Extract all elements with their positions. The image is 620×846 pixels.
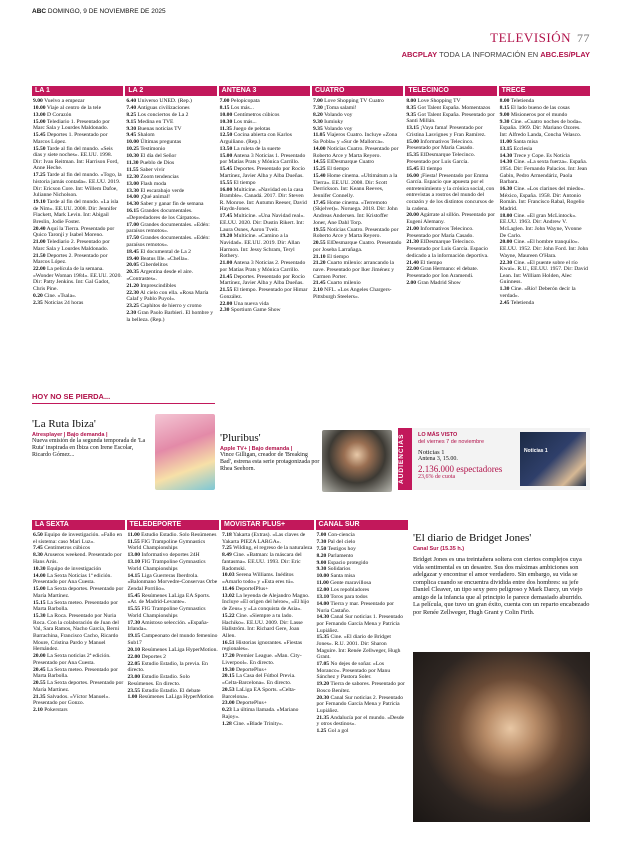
schedule-item: 15.30 La Roca. Presentado por Nuria Roca. Con la colaboración de Juan del Val, Sara Ramos, Nacho García, Berni Barrachina, Francisco Cacho, Ricardo Moure, Cristina Pardo y Manuel Hernández. [33,613,120,653]
schedule-item: 10.03 Serena Williams. Inéditos «Amarlo todo» y «Esta eres tú». [222,572,295,586]
schedule-list [499,98,590,306]
schedule-item: 7.00 Con-ciencia [316,532,355,538]
feature-box [413,532,590,616]
schedule-item: 11.00 Santa misa [499,138,538,145]
schedule-item: 1.00 Resúmenes LaLiga HyperMotion [127,694,214,701]
schedule-item: 23.25 Caphitos de hierro y cromo [126,303,202,310]
schedule-item: 2.45 Teletienda [499,299,534,306]
schedule-item: 15.40 Home cinema. «Ultimátum a la Tierra». EE.UU. 2008. Dir: Scott Derrickson. Int: Keanu Reeves, Jennifer Connelly. [312,173,398,199]
schedule-item: 7.45 Centímetros cúbicos [33,545,91,552]
schedule-item: 11.46 DeporteIPlus+ [222,585,269,592]
highlight-2 [220,432,320,473]
schedule-item: 21.45 Cuarto milenio [312,280,361,287]
schedule-item: 9.00 Vuelvo a empezar [33,98,85,104]
schedule-item: 21.50 Deportes 2. Presentado por Marcos López. [33,252,108,266]
schedule-item: 10.00 Santa misa [316,573,355,580]
most-watched-label: LO MÁS VISTO [418,432,458,438]
schedule-item: 15.25 El tiempo [312,166,349,173]
schedule-item: 22.00 Una nueva vida [219,300,269,307]
schedule-item: 15.45 Resúmenes LaLiga EA Sports. «At. de Madrid-Levante». [127,592,211,606]
highlight-1-title: 'La Ruta Ibiza' [32,418,96,430]
schedule-item: 1.28 Cine. «Blade Trinity». [222,720,284,727]
schedule-item: 13.00 Flash moda [126,180,167,187]
schedule-item: 19.15 Campeonato del mundo femenino Sub17 [127,633,218,646]
highlights-label: HOY NO SE PIERDA... [32,392,215,404]
schedule-item: 10.25 Testimonio [126,146,166,153]
schedule-item: 16.00 ¡Fiesta! Presentado por Emma García. Espacio que apuesta por el entretenimiento y la crónica social, con entrevistas a rostros del mundo del corazón y de los distintos concursos de la cadena. [406,172,495,212]
schedule-item: 15.35 ElDesmarque Telecinco. Presentado por Luis García. [406,152,476,165]
audiences-box [398,428,590,490]
schedule-item: 15.55 FIG Trampoline Gymnastics World Championships [127,606,206,619]
channel-column [499,86,590,386]
schedule-item: 14.00 La Sexta Noticias 1ª edición. Presentado por Ana Cuesta. [33,572,112,586]
schedule-item: 22.30 Cine. «El puente sobre el río Kwai». R.U., EE.UU. 1957. Dir: David Lean. Int: William Holden, Alec Guinness. [499,259,588,286]
schedule-item: 15.45 Deportes 1. Presentado por Marcos López. [33,132,108,145]
schedule-item: 17.20 Premier League. «Man. City-Liverpool». En directo. [222,653,302,666]
schedule-item: 15.00 Telediario 1. Presentado por Marc Sala y Lourdes Maldonado. [33,118,110,132]
schedule-item: 20.05 Ciberdelitos [126,262,168,269]
schedule-list [127,532,220,701]
abcplay-logo: ABCPLAY [401,50,438,59]
schedule-list [221,532,314,727]
feature-desc: Bridget Jones es una treintañera soltera con ciertos complejos cuya vida sentimental es un desastre. Sus dos máximas ambiciones son adelgazar y encontrar el amor verdadero. Sin embargo, su vida se complica cuando se encuentra dividida entre dos hombres: su jefe Daniel Cleaver, un tipo sexy pero peligroso y Mark Darcy, un viejo amigo de la infancia que al principio le parece demasiado aburrido. La película, que tuvo un gran éxito, cuenta con un reparto encabezado por Renée Zellweger, Hugh Grant y Colin Firth. [413,556,590,616]
schedule-item: 20.35 Argentina desde el aire. «Contrastes». [126,269,194,282]
schedule-item: 16.51 Historias ignorantes. «Fiestas regionales». [222,639,303,653]
most-watched-channel: Antena 3, 15.00. [418,456,458,462]
schedule-item: 21.45 Deportes. Presentado por Rocío Martínez, Javier Alba y Alba Dueñas. [219,273,305,287]
share-value: 23,6% de cuota [418,474,456,480]
schedule-item: 20.53 LaLiga EA Sports. «Celta-Barcelona». [222,686,296,700]
schedule-item: 6.40 Universo UNED. (Rep.) [126,98,192,104]
page-number: 77 [577,31,590,45]
schedule-item: 9.00 Espacio protegido [316,559,369,566]
highlight-2-title: 'Pluribus' [220,432,261,444]
schedule-item: 9.30 Solidarios [316,566,351,573]
schedule-list [32,98,123,306]
schedule-item: 18.00 Cine. «El gran McLintock». EE.UU. 1963. Dir: Andrew V. McLaglen. Int: John Wayne, Yvonne De Carlo. [499,212,582,239]
schedule-item: 15.35 Cine. «El diario de Bridget Jones». R.U. 2001. Dir: Sharon Maguire. Int: Renée Zellweger, Hugh Grant. [316,634,401,661]
channel-header: MOVISTAR PLUS+ [221,520,314,530]
schedule-item: 8.20 Volando voy [312,111,353,118]
channel-header: TELEDEPORTE [127,520,220,530]
most-watched-date: del viernes 7 de noviembre [418,438,485,445]
feature-source: Canal Sur (15.35 h.) [413,546,465,552]
schedule-list [312,98,403,301]
schedule-item: 13.02 La leyenda de Alejandro Magno. Incluye «El origen del héroe», «El hijo de Zeus» y «La conquista de Asia». [222,592,310,613]
bridget-jones-photo [413,652,590,822]
channel-header: ANTENA 3 [219,86,310,96]
schedule-item: 13.15 ¡Vaya fama! Presentado por Cristina Lasvignes y Fran Ramírez. [406,125,486,138]
schedule-item: 17.45 Home cinema. «Terremoto (Skjelvet)». Noruega. 2018. Dir: John Andreas Andersen. Int: Kristoffer Joner, Ane Dahl Torp. [312,199,398,226]
schedule-item: 13.00 D Corazón [33,111,72,118]
schedule-item: 2.35 Noticias 24 horas [33,299,84,306]
schedule-item: 14.15 Liga Guerreras Iberdrola. «Balonmano Morvedre-Conservas Orbe Zendal Porriño». [127,572,218,592]
schedule-item: 2.10 NFL. «Los Angeles Chargers-Pittsburgh Steelers». [312,287,392,300]
schedule-item: 7.00 Pelopicopata [219,98,260,104]
schedule-item: 15.55 El tiempo [219,179,256,186]
schedule-item: 14.30 Trece y Cope. Es Noticia [499,152,570,159]
schedule-item: 19.30 DeportePlus+ [222,666,267,673]
schedule-item: 13.10 Toros para todos [316,594,368,601]
schedule-item: 17.50 Grandes documentales. «Edén: paraísos remotos». [126,235,210,248]
schedule-item: 22.00 Deportes 2 [127,653,166,660]
schedule-item: 9.30 Iumiuky [312,118,344,125]
schedule-item: 14.00 Noticias Cuatro. Presentado por Roberto Arce y Marta Reyero. [312,145,399,159]
schedule-item: 9.15 Medina en TVE [126,118,174,125]
schedule-item: 14.00 ¡Qué animal! [126,194,170,201]
schedule-item: 8.35 Got Talent España. Momentazos [406,104,491,111]
schedule-item: 7.30 ¡Toma salami! [312,104,357,111]
audiences-label: AUDIENCIAS [398,428,412,490]
schedule-item: 20.30 Canal Sur noticias 2. Presentado por Fernando García Mena y Patricia Lupiáñez. [316,694,404,714]
schedule-item: 20.10 Resúmenes LaLiga HyperMotion. [127,646,218,653]
issue-date: DOMINGO, 9 DE NOVIEMBRE DE 2025 [47,8,166,15]
channel-column [32,520,125,820]
noticias-image [520,432,586,486]
section-title [490,30,590,46]
highlights-section [32,392,590,512]
schedule-item: 12.30 Zoom tendencias [126,173,179,180]
schedule-item: 21.20 Cuarto milenio: arrancando la nave. Presentado por Iker Jiménez y Carmen Porter. [312,260,395,280]
schedule-item: 1.25 Gol a gol [316,728,349,735]
schedule-item: 10.00 Viaje al centro de la tele [33,104,102,111]
schedule-item: 21.00 Telediario 2. Presentado por Marc Sala y Lourdes Maldonado. [33,239,110,252]
schedule-item: 21.00 Informativos Telecinco. Presentado por María Casado. [406,225,474,239]
schedule-list [219,98,310,314]
schedule-item: 19.20 Tierra de sabores. Presentado por Bosco Benítez. [316,681,405,694]
schedule-item: 22.05 Estudio Estadio, la previa. En directo. [127,660,208,674]
schedule-item: 19.20 Multicine. «Camino a la Navidad». EE.UU. 2019. Dir: Allan Harmon. Int: Jessy Schram, Teryl Rothery. [219,233,300,260]
schedule-item: 23.55 Estudio Estadio. El debate [127,687,201,694]
schedule-item: 12.00 Los repobladores [316,587,370,594]
schedule-item: 8.20 Parlamento [316,552,354,559]
schedule-item: 9.00 Misioneros por el mundo [499,111,568,118]
schedule-item: 15.45 El tiempo [406,165,443,172]
schedule-item: 7.30 Pal del cielo [316,538,356,545]
schedule-item: 8.15 El lado bueno de las cosas [499,104,570,111]
schedule-item: 10.30 El día del Señor [126,153,177,160]
schedule-item: 9.30 Cine. «Cuatro noches de boda». España. 1969. Dir: Mariano Ozores. Int: Alfredo Landa, Concha Velasco. [499,118,583,138]
schedule-item: 17.05 No dejes de soñar. «Los Moranco». Presentado por Manu Sánchez y Pastora Soler. [316,661,391,681]
channel-header: CANAL SUR [316,520,409,530]
schedule-item: 2.30 Gran Paolo Barbieri. El hombre y la belleza. (Rep.) [126,310,214,323]
schedule-item: 20.40 Aquí la Tierra. Presentado por Quico Taronjí y Isabel Moreno. [33,225,115,239]
schedule-item: 11.55 Saber vivir [126,166,165,173]
schedule-item: 8.00 Love Shopping TV [406,98,461,104]
schedule-item: 7.00 Love Shopping TV Cuatro [312,98,384,104]
schedule-item: 14.00 Tierra y mar. Presentado por Nuria Castaño. [316,600,395,614]
schedule-item: 20.55 La Sexta deportes. Presentado por María Martínez. [33,680,124,693]
schedule-item: 14.30 Canal Sur noticias 1. Presentado por Fernando García Mena y Patricia Lupiáñez. [316,614,404,634]
schedule-item: 15.50 Tarde al fin del mundo. «Seis días y siete noches». EE.UU. 1998. Dir: Ivan Reitman. Int: Harrison Ford, Anne Heche. [33,145,119,172]
schedule-item: 10.00 Centímetros cúbicos [219,111,280,118]
channel-header: LA 2 [125,86,216,96]
channel-header: LA SEXTA [32,520,125,530]
schedule-item: 11.00 Estudio Estadio. Solo Resúmenes [127,532,217,538]
newspaper-logo: ABC [32,8,47,15]
schedule-item: 18.45 El documental de La 2 [126,248,191,255]
schedule-item: 9.45 Shalom [126,132,155,139]
schedule-item: 13.30 El escarabajo verde [126,187,185,194]
schedule-item: 22.00 Gran Hermano: el debate. Presentado por Ion Aramendi. [406,266,479,279]
channel-column [219,86,310,386]
schedule-item: 16.15 Grandes documentales. «Depredadores de los Cárpatos». [126,208,201,221]
channel-header: LA 1 [32,86,123,96]
schedule-item: 13.15 Ecclesia [499,145,533,152]
schedule-item: 2.00 Gran Madrid Show [406,279,461,286]
schedule-item: 17.25 Tarde al fin del mundo. «Togo, la historia jamás contada». EE.UU. 2019. Dir: Ericson Core. Int: Willem Dafoe, Julianne Nicholson. [33,172,122,199]
schedule-item: 10.30 Equipo de investigación [33,565,102,572]
schedule-item: 21.20 Imprescindibles [126,282,177,289]
schedule-item: 23.00 DeportePlus+ [222,700,267,707]
schedule-item: 20.45 La Sexta meteo. Presentado por Marta Barbolla. [33,666,118,680]
schedule-item: 21.00 Antena 3 Noticias 2. Presentado por Matías Prats y Mónica Carrillo. [219,260,306,273]
schedule-item: 1.30 Cine. «Río! Deberón decir la verdad». [499,286,576,299]
schedule-item: 2.10 Pokerstars [33,707,68,713]
schedule-item: 21.10 El tiempo [312,253,349,260]
audiences-body [418,432,516,480]
schedule-list [316,532,409,735]
schedule-item: 8.00 Teletienda [499,98,534,104]
schedule-item: 0.20 Cine. «Tsala». [33,292,77,299]
schedule-item: 19.40 Beatus Ille. «Chella». [126,255,189,262]
channel-column [32,86,123,386]
schedule-item: 8.49 Cine. «Batman: la máscara del fantasma». EE.UU. 1993. Dir: Eric Radomski. [222,552,302,572]
schedule-item: 8.15 Los más... [219,104,254,111]
channel-column [316,520,409,820]
channel-column [125,86,216,386]
schedule-item: 11.35 Juego de pelotas [219,125,271,132]
schedule-item: 14.55 ElDesmarque Cuatro [312,159,375,166]
schedule-item: 11.00 Gente maravillosa [316,580,372,587]
schedule-item: 7.50 Testigos hoy [316,545,356,552]
schedule-item: 21.40 El tiempo [406,259,443,266]
highlight-1-desc: Nueva emisión de la segunda temporada de 'La Ruta' inspirada en Ibiza con Irene Escolar, Ricardo Gómez... [32,438,146,458]
schedule-item: 10.30 Los más... [219,118,257,125]
schedule-item: 8.30 Aruseros weekend. Presentado por Hans Arús. [33,552,122,565]
schedule-item: 15.45 Deportes. Presentado por Rocío Martínez, Javier Alba y Alba Dueñas. [219,166,305,179]
schedule-item: 14.30 Cine. «La sexta fuerza». España. 1954. Dir: Fernando Palacios. Int: Jean Gabin, Pedro Armendáriz, Paola Barbara. [499,159,588,186]
schedule-item: 19.10 Tarde al fin del mundo. «La isla de Nim». EE.UU. 2008. Dir: Jennifer Flackett, Mark Levin. Int: Abigail Breslin, Jodie Foster. [33,198,119,225]
schedule-item: 17.30 Amistoso selección. «España-Irlanda». [127,619,209,633]
channel-column [312,86,403,386]
tagline-link[interactable]: ABC.ES/PLAY [540,50,590,59]
schedule-item: 10.00 Últimas preguntas [126,139,182,146]
schedule-item: 2.30 Sportium Game Show [219,307,281,314]
schedule-item: 20.55 ElDesmarque Cuatro. Presentado por Joseba Larrañaga. [312,240,402,253]
schedule-item: 7.18 Yakarta (Extras). «Las claves de Yakarta PIEZA LARGA». [222,532,306,545]
schedule-item: 22.00 La película de la semana. «Wonder Woman 1984». EE.UU. 2020. Dir: Patty Jenkins. Int: Gal Gadot, Chris Pine. [33,266,122,292]
schedule-item: 13.50 La ruleta de la suerte [219,145,281,152]
channel-column [127,520,220,820]
schedule-item: 0.23 La última llamada. «Mariano Rajoy». [222,707,299,720]
highlight-2-desc: Vince Gilligan, creador de 'Breaking Bad', estrena esta serie protagonizada por Rhea Seehorn. [220,452,320,472]
schedule-list [125,98,216,323]
schedule-item: 21.35 Andalucía por el mundo. «Desde y otros destinos». [316,714,404,728]
tagline [402,50,590,59]
schedule-item: 15.00 La Sexta deportes. Presentado por María Martínez. [33,586,124,599]
most-watched-program: Noticias 1 [418,449,445,456]
schedule-item: 20.00 Agárrate al sillón. Presentado por Eugeni Alemany. [406,212,496,226]
feature-title: 'El diario de Bridget Jones' [413,532,532,544]
highlight-2-source[interactable]: Apple TV+ | Bajo demanda | [220,446,293,452]
schedule-item: 15.00 Antena 3 Noticias 1. Presentado por Matías Prats y Mónica Carrillo. [219,152,306,166]
highlight-1-source[interactable]: Atresplayer | Bajo demanda | [32,432,108,438]
tv-grid-top [32,86,590,386]
noticias-image-label: Noticias 1 [524,448,548,454]
schedule-item: 20.00 La Sexta noticias 2ª edición. Presentado por Ana Cuesta. [33,653,111,666]
schedule-item: 12.50 Cocina abierta con Karlos Arguiñano. (Rep.) [219,132,292,146]
section-name: TELEVISIÓN [490,30,571,45]
viewers-count: 2.136.000 espectadores [418,464,503,474]
channel-header: TELECINCO [405,86,496,96]
schedule-item: 19.55 Noticias Cuatro. Presentado por Roberto Arce y Marta Reyero. [312,226,399,240]
channel-column [221,520,314,820]
schedule-item: 9.30 Buenas noticias TV [126,125,182,132]
tagline-text: TODA LA INFORMACIÓN EN [439,50,539,59]
schedule-item: 20.00 Cine. «El hombre tranquilo». EE.UU. 1952. Dir: John Ford. Int: John Wayne, Maureen O'Hara. [499,239,589,259]
channel-column [405,86,496,386]
schedule-item: 9.35 Volando voy [312,125,353,132]
schedule-item: 20.15 La Casa del Fútbol Previa. «Celta-Barcelona». En directo. [222,673,296,687]
schedule-item: 9.35 Got Talent España. Presentado por Santi Millán. [406,111,495,125]
schedule-item: 16.00 Multicine. «Navidad en la casa Bramble». Canadá. 2017. Dir: Steven R. Monroe. Int: Autumn Reeser, David Haydn-Jones. [219,186,307,213]
schedule-item: 13.10 FIG Trampoline Gymnastics World Championships [127,559,206,572]
schedule-item: 17.45 Multicine. «Una Navidad real». EE.UU. 2020. Dir: Dustin Rikert. Int: Laura Osnes, Aaron Tveit. [219,213,305,233]
channel-header: CUATRO [312,86,403,96]
schedule-item: 7.25 Wilding, el regreso de la naturaleza [222,545,313,552]
schedule-item: 15.00 Informativos Telecinco. Presentado por María Casado. [406,138,474,152]
schedule-item: 14.30 Saber y ganar fin de semana [126,201,204,208]
schedule-item: 11.05 Viajeros Cuatro. Incluye «Zona Sa Pobla» y «Sur de Mallorca». [312,132,398,146]
schedule-item: 6.50 Equipo de investigación. «Fallo en el sistema: caso Mari Luz». [33,532,123,545]
channel-header: TRECE [499,86,590,96]
top-bar [32,8,590,22]
schedule-list [32,532,125,714]
pluribus-photo [322,430,392,492]
schedule-item: 8.25 Los conciertos de La 2 [126,111,189,118]
schedule-item: 15.22 Cine. «Siempre a tu lado. Hachiko». EE.UU. 2009. Dir: Lasse Hallström. Int: Richard Gere, Joan Allen. [222,612,303,639]
schedule-item: 22.30 Al cielo con ella. «Rosa María Calaf y Pablo Puyol». [126,289,209,303]
schedule-item: 23.00 Estudio Estadio. Solo Resúmenes. En directo. [127,674,190,687]
schedule-item: 21.30 ElDesmarque Telecinco. Presentado por Luis García. Espacio dedicado a la información deportiva. [406,239,489,259]
la-ruta-ibiza-photo [155,414,215,490]
schedule-item: 11.55 FIG Trampoline Gymnastics World Championships [127,538,206,552]
schedule-list [405,98,496,286]
schedule-item: 13.00 Informativo deportes 24H [127,552,200,559]
schedule-item: 17.00 Grandes documentales. «Edén: paraísos remotos». [126,221,210,235]
tv-grid-bottom [32,520,408,820]
schedule-item: 15.15 La Sexta meteo. Presentado por Marta Barbolla. [33,599,118,613]
schedule-item: 7.40 Antiguas civilizaciones [126,104,190,111]
schedule-item: 21.55 El tiempo. Presentado por Himar González. [219,287,308,300]
schedule-item: 16.30 Cine. «Los clarines del miedo». México, España. 1958. Dir: Antonio Román. Int: Francisco Rabal, Rogelio Madrid. [499,186,585,212]
schedule-item: 21.35 Salvados. «Víctor Manuel». Presentado por Gonzo. [33,693,110,707]
schedule-item: 11.30 Pueblo de Dios [126,160,175,167]
